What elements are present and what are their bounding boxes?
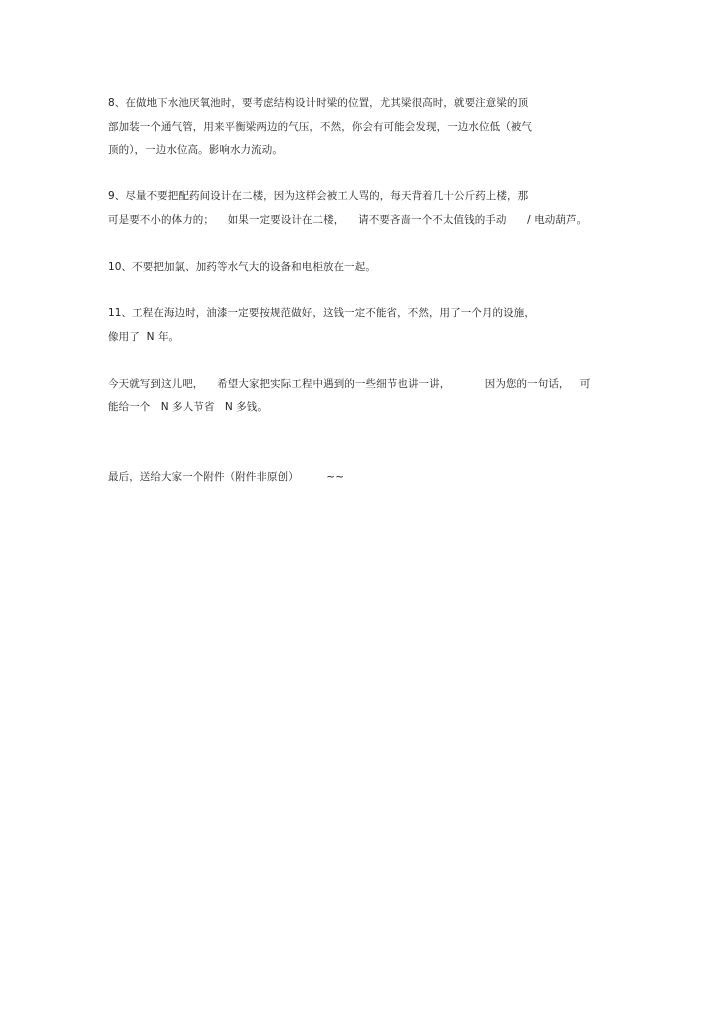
paragraph-8-line-1: 8、在做地下水池厌氧池时，要考虑结构设计时梁的位置，尤其梁很高时，就要注意梁的顶 xyxy=(108,97,529,109)
closing-line-2: 能给一个 N 多人节省 N 多钱。 xyxy=(108,401,269,413)
paragraph-10-line-1: 10、不要把加氯、加药等水气大的设备和电柜放在一起。 xyxy=(108,261,376,273)
paragraph-9-line-2: 可是要不小的体力的； 如果一定要设计在二楼， 请不要吝啬一个不太值钱的手动 / 电动葫芦。 xyxy=(108,214,588,226)
paragraph-8-line-2: 部加装一个通气管，用来平衡梁两边的气压，不然，你会有可能会发现，一边水位低（被气 xyxy=(108,121,532,133)
paragraph-8-line-3: 顶的），一边水位高。影响水力流动。 xyxy=(108,144,283,156)
paragraph-11-line-2: 像用了 N 年。 xyxy=(108,331,180,343)
paragraph-9-line-1: 9、尽量不要把配药间设计在二楼，因为这样会被工人骂的，每天背着几十公斤药上楼，那 xyxy=(108,190,529,202)
closing-line-1: 今天就写到这儿吧， 希望大家把实际工程中遇到的一些细节也讲一讲， 因为您的一句话， 可 xyxy=(108,378,591,390)
paragraph-11-line-1: 11、工程在海边时，油漆一定要按规范做好，这钱一定不能省，不然，用了一个月的设施， xyxy=(108,307,535,319)
final-line: 最后，送给大家一个附件（附件非原创） ~~ xyxy=(108,471,345,483)
